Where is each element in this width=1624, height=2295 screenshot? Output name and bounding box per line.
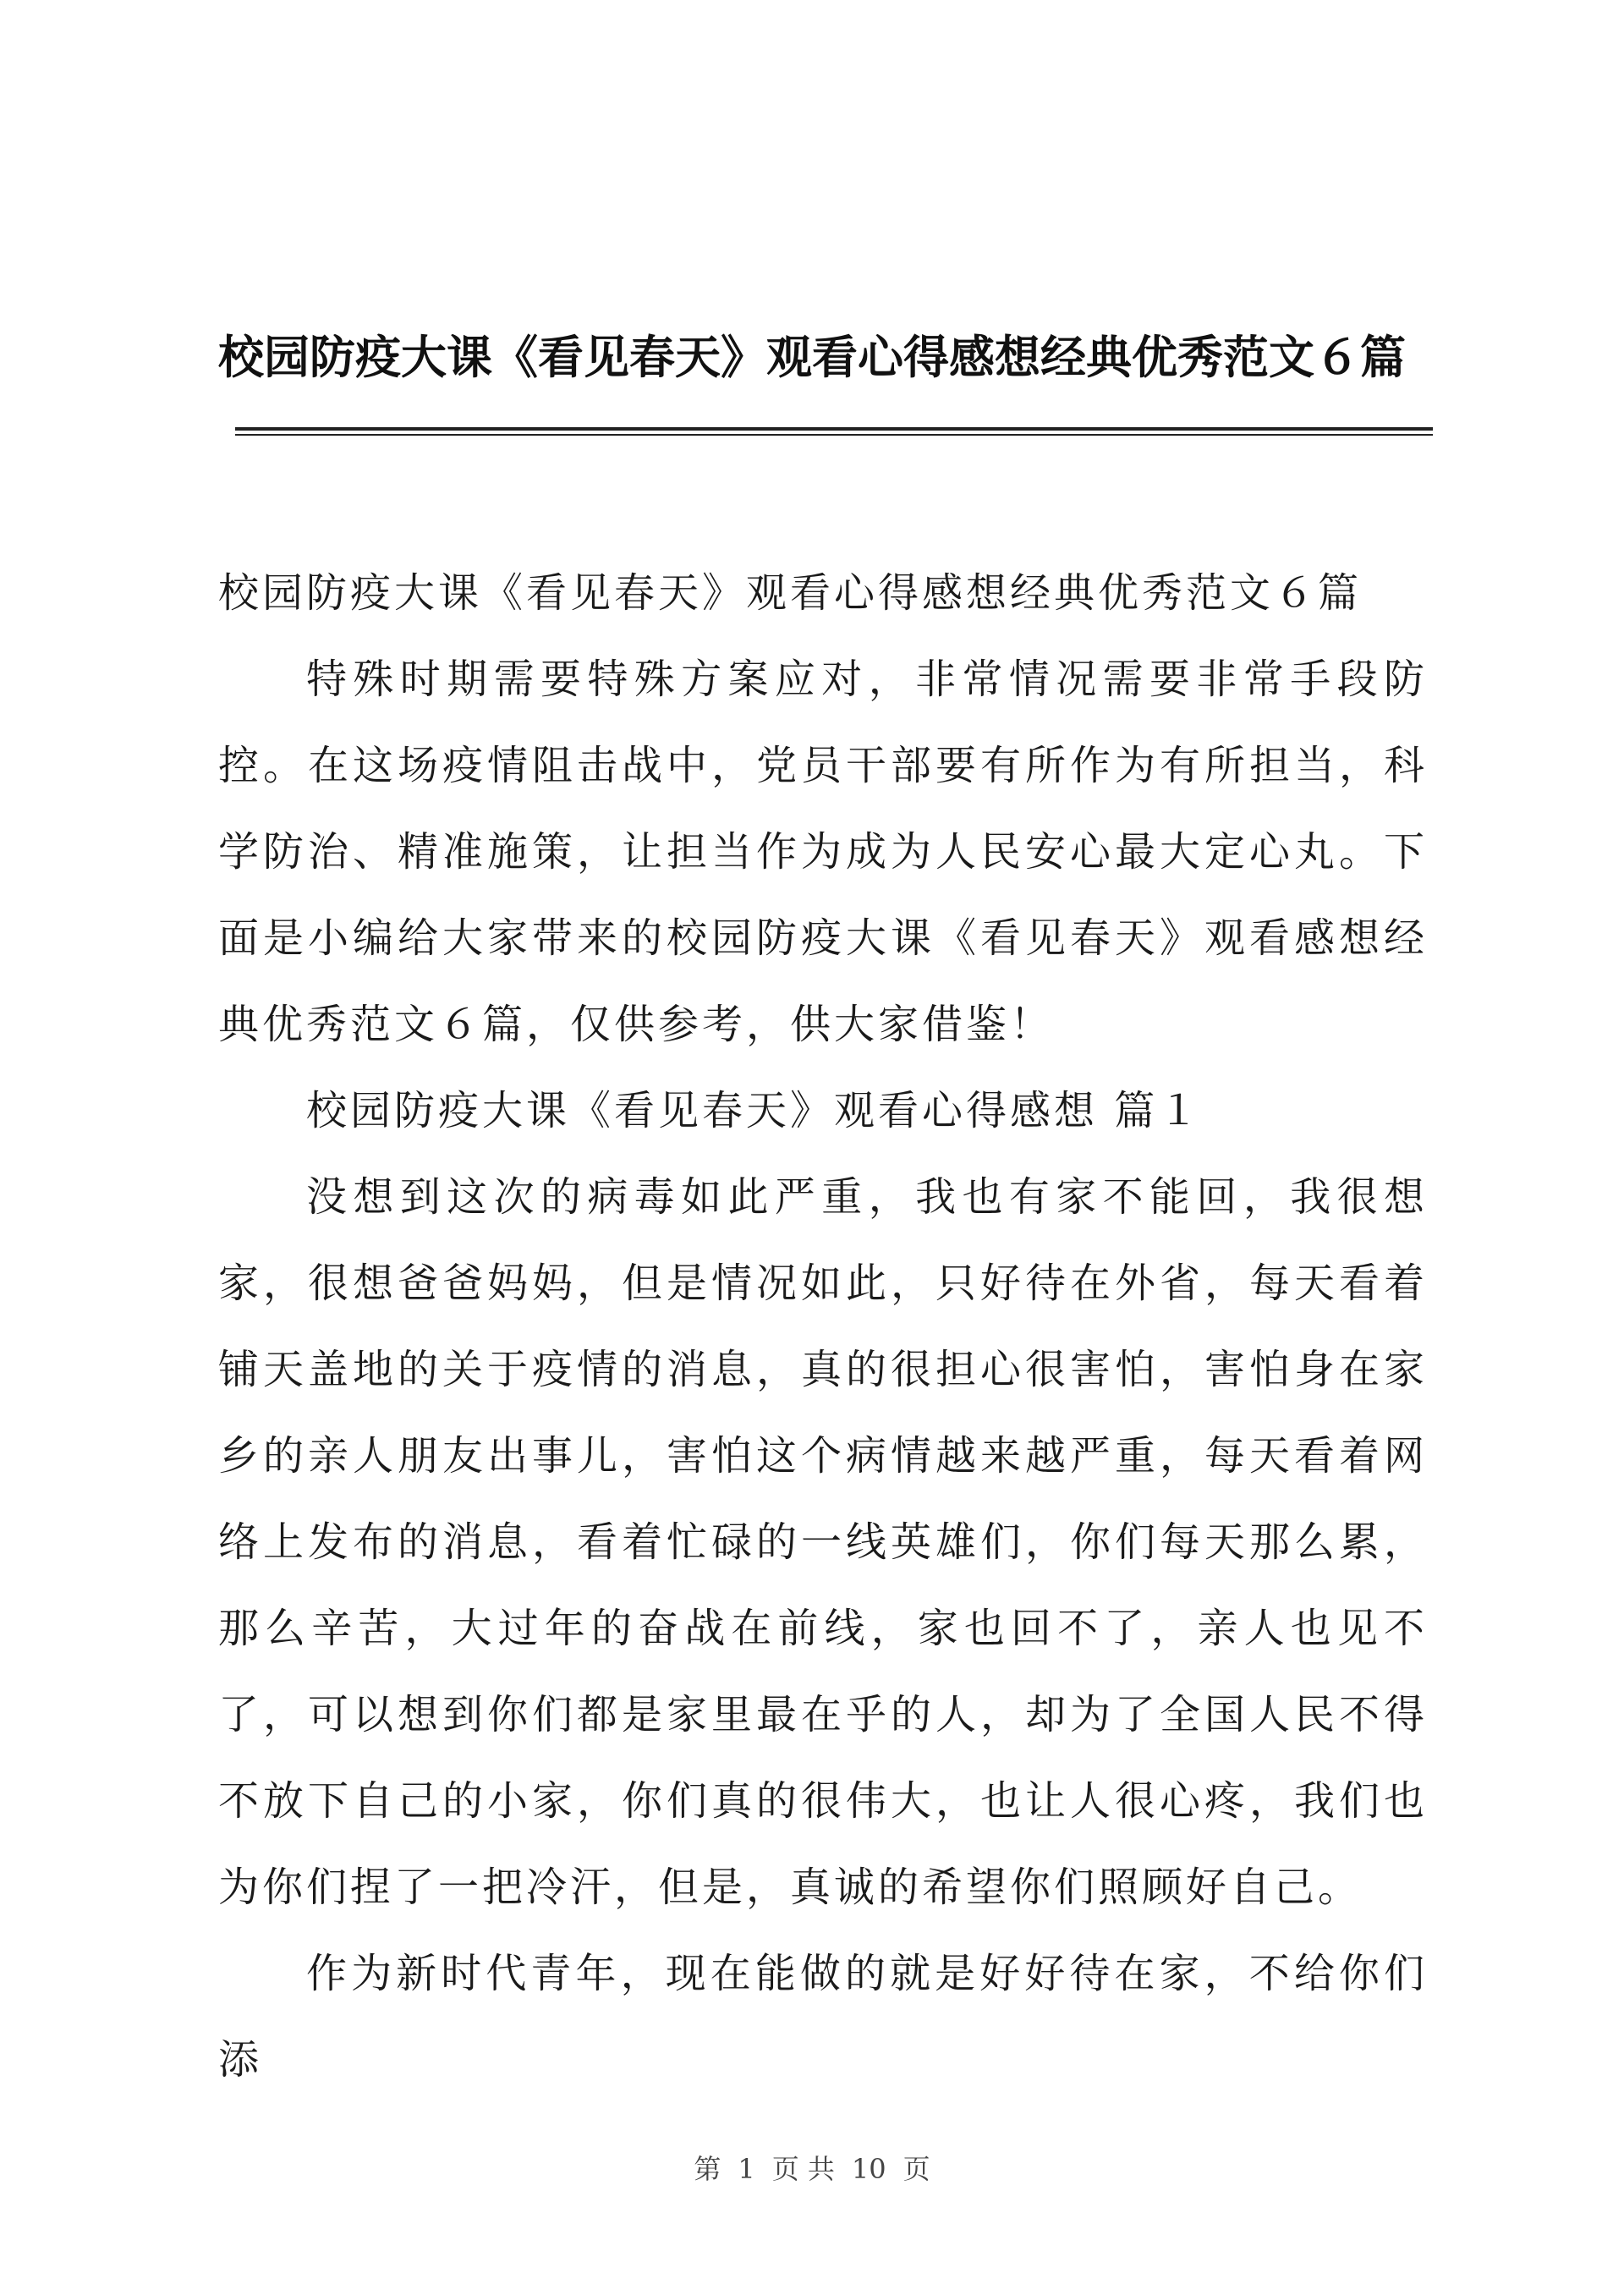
current-page-number: 1 [738, 2153, 755, 2185]
body-heading: 校园防疫大课《看见春天》观看心得感想经典优秀范文６篇 [218, 569, 1363, 617]
footer-suffix: 页 [903, 2153, 930, 2185]
footer-prefix: 第 [694, 2153, 721, 2185]
total-page-count: 10 [851, 2153, 886, 2185]
page-footer [0, 2149, 1624, 2189]
footer-middle: 页 共 [771, 2153, 835, 2185]
body-paragraph: 没想到这次的病毒如此严重，我也有家不能回，我很想家，很想爸爸妈妈，但是情况如此，只好待在外省，每天看着铺天盖地的关于疫情的消息，真的很担心很害怕，害怕身在家乡的亲人朋友出事儿，害怕这个病情越来越严重，每天看着网络上发布的消息，看着忙碌的一线英雄们，你们每天那么累，那么辛苦，大过年的奋战在前线，家也回不了，亲人也见不了，可以想到你们都是家里最在乎的人，却为了全国人民不得不放下自己的小家，你们真的很伟大，也让人很心疼，我们也为你们捏了一把冷汗，但是，真诚的希望你们照顾好自己。 [218, 1173, 1428, 1911]
page-title: 校园防疫大课《看见春天》观看心得感想经典优秀范文６篇 [218, 330, 1406, 384]
body-paragraph: 作为新时代青年，现在能做的就是好好待在家，不给你们添 [218, 1950, 1428, 2084]
document-body [218, 550, 1428, 2103]
title-divider [235, 427, 1433, 436]
intro-paragraph: 特殊时期需要特殊方案应对，非常情况需要非常手段防控。在这场疫情阻击战中，党员干部要有所作为有所担当，科学防治、精准施策，让担当作为成为人民安心最大定心丸。下面是小编给大家带来的校园防疫大课《看见春天》观看感想经典优秀范文６篇，仅供参考，供大家借鉴！ [218, 656, 1428, 1048]
section-heading: 校园防疫大课《看见春天》观看心得感想 篇１ [306, 1087, 1203, 1134]
